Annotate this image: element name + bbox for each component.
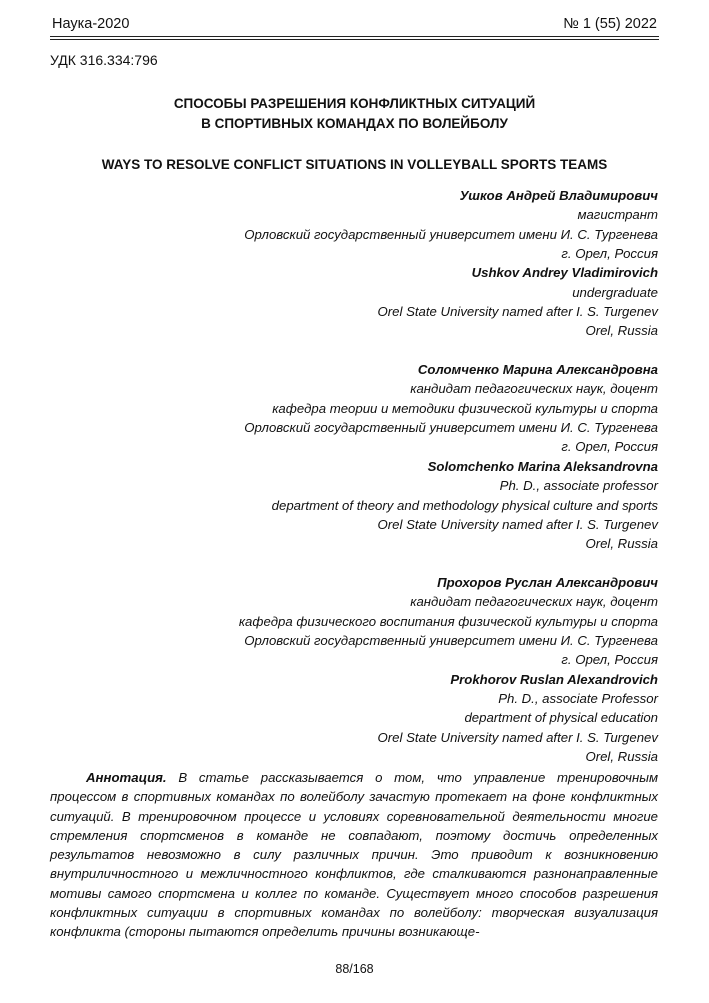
author-spacer xyxy=(60,554,658,573)
author-city-ru: г. Орел, Россия xyxy=(561,652,658,668)
author-city-en: Orel, Russia xyxy=(585,323,658,339)
author-position-ru: кандидат педагогических наук, доцент xyxy=(410,594,658,610)
title-ru-line: В СПОРТИВНЫХ КОМАНДАХ ПО ВОЛЕЙБОЛУ xyxy=(201,116,508,131)
header-rule-second xyxy=(50,39,659,40)
author-university-en: Orel State University named after I. S. Turgenev xyxy=(377,729,658,745)
title-ru-line: СПОСОБЫ РАЗРЕШЕНИЯ КОНФЛИКТНЫХ СИТУАЦИЙ xyxy=(173,96,536,111)
author-university-ru: Орловский государственный университет имени И. С. Тургенева xyxy=(244,226,658,242)
author-department-ru: кафедра физического воспитания физической культуры и спорта xyxy=(238,613,658,629)
author-university-en: Orel State University named after I. S. Turgenev xyxy=(377,304,658,320)
issue-number: № 1 (55) 2022 xyxy=(563,16,657,32)
author-university-en: Orel State University named after I. S. Turgenev xyxy=(377,516,658,532)
abstract-paragraph xyxy=(50,768,658,942)
author-position-en: undergraduate xyxy=(572,284,658,300)
article-title-en: WAYS TO RESOLVE CONFLICT SITUATIONS IN VOLLEYBALL SPORTS TEAMS xyxy=(101,157,608,172)
abstract-text: В статье рассказывается о том, что управление тренировочным процессом в спортивных командах по волейболу зачастую протекает на фоне конфликтных ситуаций. В тренировочном процессе и условиях соревновательной деятельности многие стремления спортсменов в команде не совпадают, поэтому достичь определенных результатов невозможно в силу различных причин. Это приводит к возникновению внутриличностного и межличностного конфликтов, где сталкиваются разнонаправленные мотивы самого спортсмена и коллег по команде. Существует много способов разрешения конфликтных ситуации в спортивных командах по волейболу: творческая визуализация конфликта (стороны пытаются определить причины возникающе- xyxy=(50,770,658,940)
author-name-ru: Соломченко Марина Александровна xyxy=(417,362,658,378)
author-department-ru: кафедра теории и методики физической культуры и спорта xyxy=(272,400,658,416)
author-city-ru: г. Орел, Россия xyxy=(561,246,658,262)
author-university-ru: Орловский государственный университет имени И. С. Тургенева xyxy=(244,420,658,436)
author-city-en: Orel, Russia xyxy=(585,748,658,764)
author-position-en: Ph. D., associate Professor xyxy=(498,690,658,706)
article-title-ru xyxy=(50,94,659,134)
author-city-en: Orel, Russia xyxy=(585,536,658,552)
udk-code: УДК 316.334:796 xyxy=(50,52,158,68)
author-department-en: department of physical education xyxy=(464,710,658,726)
author-name-en: Prokhorov Ruslan Alexandrovich xyxy=(450,671,658,687)
author-position-ru: магистрант xyxy=(577,207,658,223)
author-name-en: Ushkov Andrey Vladimirovich xyxy=(471,265,658,281)
author-position-en: Ph. D., associate professor xyxy=(499,478,658,494)
author-name-en: Solomchenko Marina Aleksandrovna xyxy=(427,458,658,474)
running-header xyxy=(50,14,659,38)
abstract-label: Аннотация. xyxy=(86,770,167,785)
author-city-ru: г. Орел, Россия xyxy=(561,439,658,455)
journal-name: Наука-2020 xyxy=(52,16,130,32)
author-department-en: department of theory and methodology physical culture and sports xyxy=(271,497,658,513)
author-spacer xyxy=(60,341,658,360)
author-position-ru: кандидат педагогических наук, доцент xyxy=(410,381,658,397)
author-university-ru: Орловский государственный университет имени И. С. Тургенева xyxy=(244,632,658,648)
author-name-ru: Прохоров Руслан Александрович xyxy=(437,574,658,590)
authors-block xyxy=(60,186,658,766)
author-name-ru: Ушков Андрей Владимирович xyxy=(459,188,658,203)
page-number: 88/168 xyxy=(335,962,374,976)
header-rule xyxy=(50,36,659,37)
